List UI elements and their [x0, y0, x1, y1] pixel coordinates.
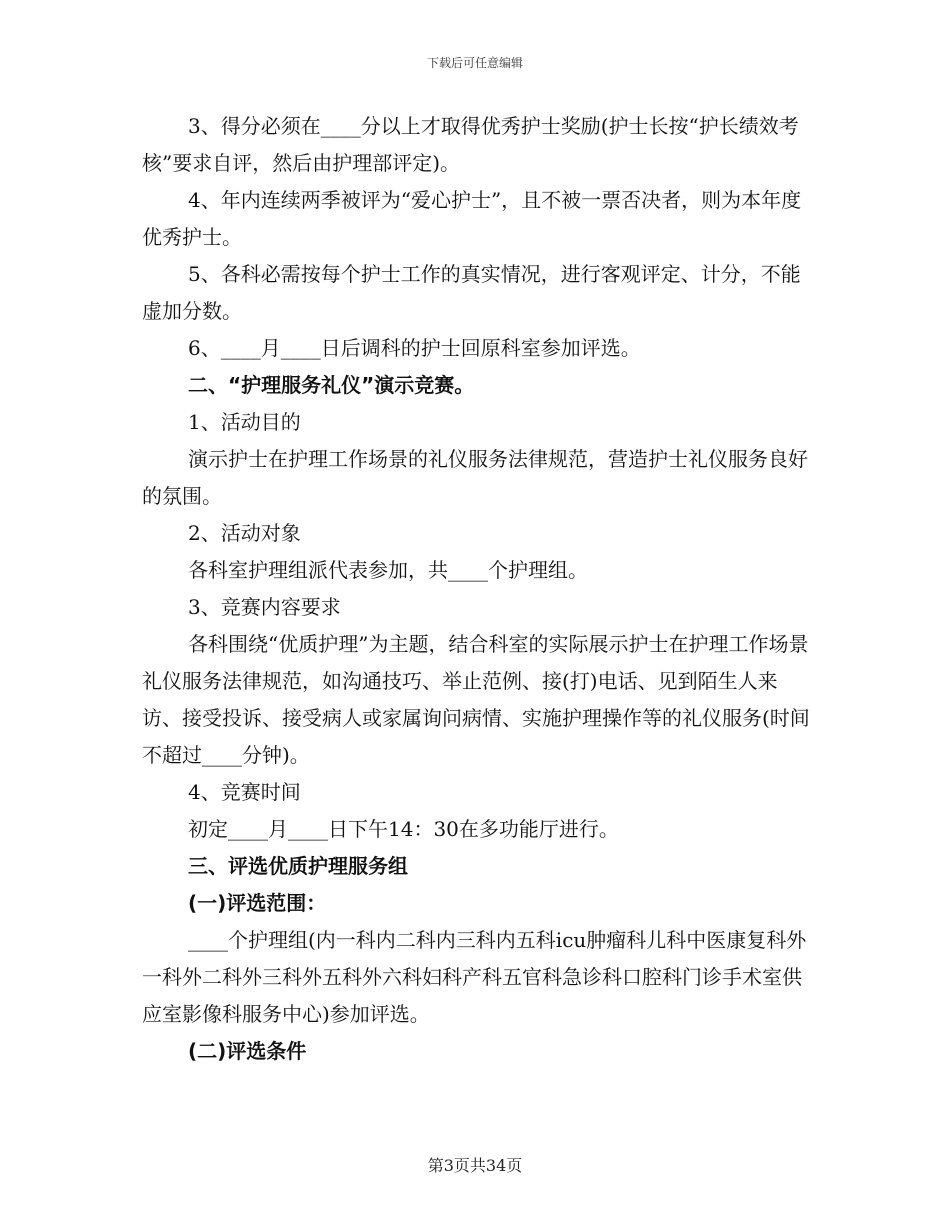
page-header: 下载后可任意编辑 — [426, 56, 523, 70]
paragraph-requirements: 各科围绕“优质护理”为主题，结合科室的实际展示护士在护理工作场景礼仪服务法律规范，如沟通技巧、举止范例、接(打)电话、见到陌生人来访、接受投诉、接受病人或家属询问病情、实施护理操作等的礼仪服务(时间不超过____分钟)。 — [142, 632, 810, 767]
paragraph-1: 3、得分必须在____分以上才取得优秀护士奖励(护士长按“护长绩效考核”要求自评，然后由护理部评定)。 — [142, 114, 799, 175]
paragraph-time: 初定____月____日下午14：30在多功能厅进行。 — [188, 817, 619, 841]
page-footer: 第3页共34页 — [427, 1156, 523, 1175]
subheading-activity-purpose: 1、活动目的 — [188, 410, 301, 434]
section-heading-2: 二、“护理服务礼仪”演示竞赛。 — [188, 373, 475, 397]
subheading-activity-target: 2、活动对象 — [188, 521, 301, 545]
paragraph-4: 6、____月____日后调科的护士回原科室参加评选。 — [188, 336, 641, 360]
subheading-conditions: (二)评选条件 — [188, 1039, 307, 1063]
paragraph-purpose: 演示护士在护理工作场景的礼仪服务法律规范，营造护士礼仪服务良好的氛围。 — [142, 447, 808, 508]
paragraph-scope: ____个护理组(内一科内二科内三科内五科icu肿瘤科儿科中医康复科外一科外二科外三科外五科外六科妇科产科五官科急诊科口腔科门诊手术室供应室影像科服务中心)参加评选。 — [142, 928, 807, 1026]
section-heading-3: 三、评选优质护理服务组 — [188, 854, 408, 878]
paragraph-target: 各科室护理组派代表参加，共____个护理组。 — [188, 558, 588, 582]
paragraph-3: 5、各科必需按每个护士工作的真实情况，进行客观评定、计分，不能虚加分数。 — [142, 262, 801, 323]
subheading-content-requirements: 3、竞赛内容要求 — [188, 595, 341, 619]
subheading-competition-time: 4、竞赛时间 — [188, 780, 301, 804]
subheading-scope: (一)评选范围： — [188, 891, 327, 915]
document-body — [142, 108, 810, 1070]
paragraph-2: 4、年内连续两季被评为“爱心护士”，且不被一票否决者，则为本年度优秀护士。 — [142, 188, 802, 249]
